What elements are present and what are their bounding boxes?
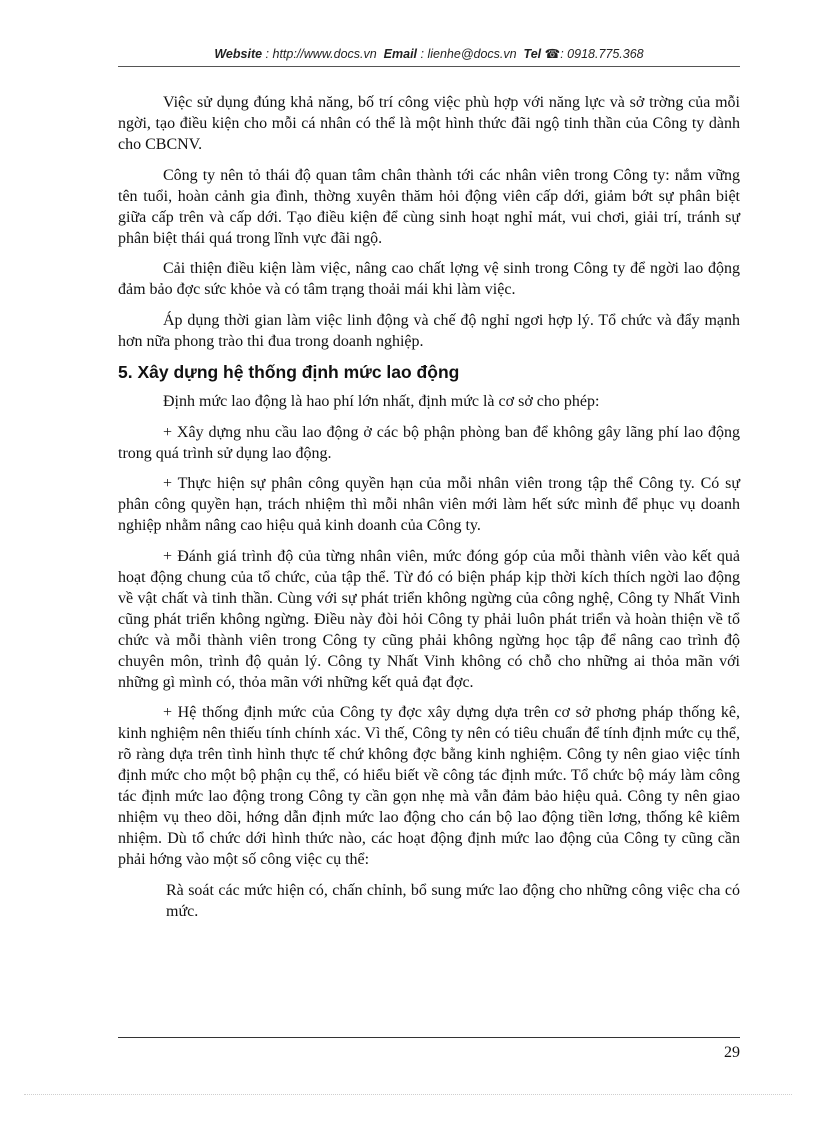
paragraph-1: Việc sử dụng đúng khả năng, bố trí công việc phù hợp với năng lực và sở trờng của mỗi ngời, tạo điều kiện cho mỗi cá nhân có thể là một hình thức đãi ngộ tinh thần của Công ty dành cho CBCNV. (118, 94, 740, 153)
paragraph-9: + Hệ thống định mức của Công ty đợc xây dựng dựa trên cơ sở phơng pháp thống kê, kinh nghiệm nên thiếu tính chính xác. Vì thế, Công ty nên có tiêu chuẩn để tính định mức cụ thể, rõ ràng dựa trên tình hình thực tế chứ không đợc bằng kinh nghiệm. Công ty nên giao việc tính định mức cho một bộ phận cụ thể, có hiểu biết về công tác định mức. Tổ chức bộ máy làm công tác định mức lao động trong Công ty cần gọn nhẹ mà vẫn đảm bảo hiệu quả. Công ty nên giao nhiệm vụ theo dõi, hớng dẫn định mức lao động cho cán bộ lao động tiền lơng, thống kê kiêm nhiệm. Dù tổ chức dới hình thức nào, các hoạt động định mức lao động của Công ty cũng cần phải hớng vào một số công việc cụ thể: (118, 704, 740, 868)
paragraph-10: Rà soát các mức hiện có, chấn chỉnh, bổ sung mức lao động cho những công việc cha có mức. (166, 881, 740, 920)
document-body (118, 92, 740, 931)
website-label: Website (214, 47, 263, 61)
paragraph-6: + Xây dựng nhu cầu lao động ở các bộ phận phòng ban để không gây lãng phí lao động trong quá trình sử dụng lao động. (118, 423, 740, 462)
page-bottom-border (24, 1094, 792, 1095)
paragraph-5: Định mức lao động là hao phí lớn nhất, định mức là cơ sở cho phép: (163, 393, 600, 410)
tel-value: : 0918.775.368 (560, 47, 644, 61)
paragraph-3: Cải thiện điều kiện làm việc, nâng cao chất lợng vệ sinh trong Công ty để ngời lao động đảm bảo đợc sức khỏe và có tâm trạng thoải mái khi làm việc. (118, 260, 740, 298)
header-divider (118, 66, 740, 67)
paragraph-2: Công ty nên tỏ thái độ quan tâm chân thành tới các nhân viên trong Công ty: nắm vững tên tuổi, hoàn cảnh gia đình, thờng xuyên thăm hỏi động viên cấp dới, giảm bớt sự phân biệt giữa cấp trên và cấp dới. Tạo điều kiện để cùng sinh hoạt nghỉ mát, vui chơi, giải trí, tránh sự phân biệt thái quá trong lĩnh vực đãi ngộ. (118, 166, 740, 247)
section-heading: 5. Xây dựng hệ thống định mức lao động (118, 362, 460, 382)
paragraph-4: Áp dụng thời gian làm việc linh động và chế độ nghỉ ngơi hợp lý. Tổ chức và đẩy mạnh hơn nữa phong trào thi đua trong doanh nghiệp. (118, 311, 740, 350)
footer-divider (118, 1037, 740, 1038)
tel-label: Tel (523, 47, 542, 61)
email-value: : lienhe@docs.vn (420, 47, 517, 61)
paragraph-8: + Đánh giá trình độ của từng nhân viên, mức đóng góp của mỗi thành viên vào kết quả hoạt động chung của tổ chức, của tập thể. Từ đó có biện pháp kịp thời kích thích ngời lao động về vật chất và tinh thần. Cùng với sự phát triển không ngừng của công nghệ, Công ty Nhất Vinh cũng phát triển không ngừng. Điều này đòi hỏi Công ty phải luôn phát triển và hoàn thiện về tổ chức và mỗi thành viên trong Công ty cũng phải không ngừng học tập để nâng cao trình độ chuyên môn, trình độ quản lý. Công ty Nhất Vinh không có chỗ cho những ai thỏa mãn với những gì mình có, thỏa mãn với những kết quả đạt đợc. (118, 547, 740, 691)
phone-icon: ☎ (544, 47, 561, 61)
page-number: 29 (724, 1044, 740, 1061)
email-label: Email (383, 47, 418, 61)
page-header (118, 46, 740, 61)
paragraph-7: + Thực hiện sự phân công quyền hạn của mỗi nhân viên trong tập thể Công ty. Có sự phân công quyền hạn, trách nhiệm thì mỗi nhân viên mới làm hết sức mình để phục vụ doanh nghiệp nhằm nâng cao hiệu quả kinh doanh của Công ty. (118, 475, 740, 534)
website-value: : http://www.docs.vn (265, 47, 377, 61)
